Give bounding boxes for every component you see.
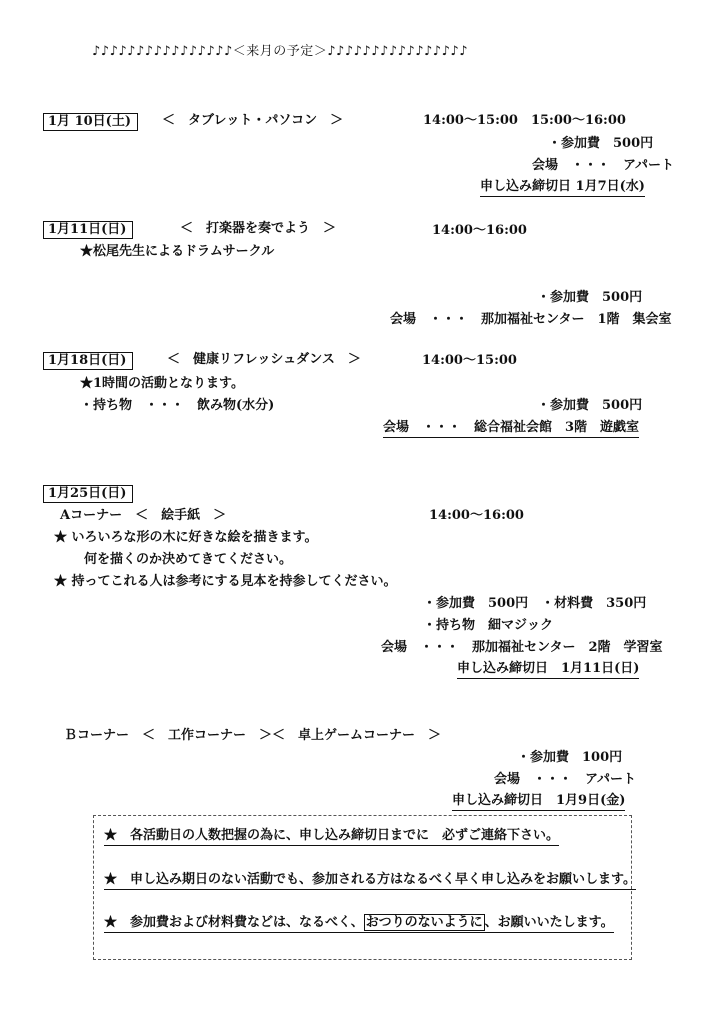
notice-3-post: 、お願いいたします。	[484, 915, 614, 930]
header-title: ♪♪♪♪♪♪♪♪♪♪♪♪♪♪♪♪＜来月の予定＞♪♪♪♪♪♪♪♪♪♪♪♪♪♪♪♪	[92, 44, 468, 59]
event-4-venue-b: 会場 ・・・ アパート	[494, 772, 636, 787]
event-4-venue: 会場 ・・・ 那加福祉センター 2階 学習室	[381, 640, 663, 655]
event-4-fee-b: ・参加費 100円	[517, 750, 623, 765]
event-2-fee: ・参加費 500円	[537, 290, 643, 305]
event-4-deadline: 申し込み締切日 1月11日(日)	[457, 661, 639, 679]
event-2-venue: 会場 ・・・ 那加福祉センター 1階 集会室	[390, 312, 672, 327]
event-3-title: ＜ 健康リフレッシュダンス ＞	[167, 352, 361, 367]
event-4-note-3: ★ 持ってこれる人は参考にする見本を持参してください。	[54, 574, 397, 589]
event-4-corner-a: Aコーナー ＜ 絵手紙 ＞	[60, 508, 227, 523]
event-2-note: ★松尾先生によるドラムサークル	[80, 244, 275, 259]
event-4-note-2: 何を描くのか決めてきてください。	[84, 552, 293, 567]
event-3-note-2: ・持ち物 ・・・ 飲み物(水分)	[80, 398, 275, 413]
event-1-deadline: 申し込み締切日 1月7日(水)	[480, 179, 645, 197]
notice-1: ★ 各活動日の人数把握の為に、申し込み締切日までに 必ずご連絡下さい。	[104, 828, 559, 846]
event-4-fee: ・参加費 500円 ・材料費 350円	[423, 596, 647, 611]
event-4-date: 1月25日(日)	[43, 485, 133, 503]
event-3-fee: ・参加費 500円	[537, 398, 643, 413]
event-3-note-1: ★1時間の活動となります。	[80, 376, 245, 391]
event-1-fee: ・参加費 500円	[548, 136, 654, 151]
event-4-deadline-b: 申し込み締切日 1月9日(金)	[452, 793, 625, 811]
notice-3-boxed: おつりのないように	[365, 915, 483, 930]
notice-2: ★ 申し込み期日のない活動でも、参加される方はなるべく早く申し込みをお願いします。	[104, 872, 636, 890]
notice-3-pre: ★ 参加費および材料費などは、なるべく、	[104, 915, 364, 930]
event-2-time: 14:00～16:00	[432, 223, 527, 238]
event-1-venue: 会場 ・・・ アパート	[532, 158, 674, 173]
event-4-time: 14:00～16:00	[429, 508, 524, 523]
event-1-time: 14:00～15:00 15:00～16:00	[423, 113, 626, 128]
event-4-corner-b: Ｂコーナー ＜ 工作コーナー ＞＜ 卓上ゲームコーナー ＞	[64, 728, 442, 743]
event-3-date: 1月18日(日)	[43, 352, 133, 370]
event-4-note-1: ★ いろいろな形の木に好きな絵を描きます。	[54, 530, 318, 545]
event-3-venue: 会場 ・・・ 総合福祉会館 3階 遊戯室	[383, 420, 639, 438]
event-1-date: 1月 10日(土)	[43, 113, 138, 131]
event-2-title: ＜ 打楽器を奏でよう ＞	[180, 221, 337, 236]
event-1-title: ＜ タブレット・パソコン ＞	[162, 113, 344, 128]
event-3-time: 14:00～15:00	[422, 353, 517, 368]
notice-3	[104, 915, 614, 933]
event-4-items: ・持ち物 細マジック	[423, 618, 554, 633]
event-2-date: 1月11日(日)	[43, 221, 133, 239]
